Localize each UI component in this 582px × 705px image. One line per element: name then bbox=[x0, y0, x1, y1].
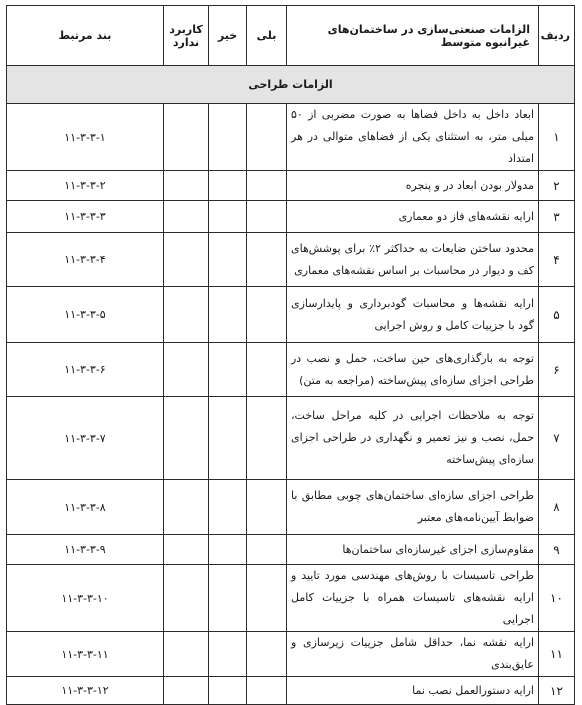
yes-cell[interactable] bbox=[247, 104, 287, 171]
row-number: ۱۲ bbox=[539, 677, 575, 705]
no-cell[interactable] bbox=[209, 104, 247, 171]
no-cell[interactable] bbox=[209, 201, 247, 233]
row-description: مدولار بودن ابعاد در و پنجره bbox=[287, 171, 539, 201]
row-description: محدود ساختن ضایعات به حداکثر ۲٪ برای پوشش‌های کف و دیوار در محاسبات بر اساس نقشه‌های معماری bbox=[287, 233, 539, 287]
table-row bbox=[7, 201, 575, 233]
row-number: ۱ bbox=[539, 104, 575, 171]
table-row bbox=[7, 632, 575, 677]
row-description: ارایه نقشه‌های فاز دو معماری bbox=[287, 201, 539, 233]
no-cell[interactable] bbox=[209, 535, 247, 565]
row-reference: ۱۱-۳-۳-۶ bbox=[7, 343, 164, 397]
no-cell[interactable] bbox=[209, 480, 247, 535]
header-yes: بلی bbox=[247, 6, 287, 66]
yes-cell[interactable] bbox=[247, 397, 287, 480]
no-cell[interactable] bbox=[209, 677, 247, 705]
row-reference: ۱۱-۳-۳-۱۱ bbox=[7, 632, 164, 677]
header-related-clause: بند مرتبط bbox=[7, 6, 164, 66]
row-number: ۷ bbox=[539, 397, 575, 480]
row-reference: ۱۱-۳-۳-۱۰ bbox=[7, 565, 164, 632]
row-number: ۶ bbox=[539, 343, 575, 397]
row-reference: ۱۱-۳-۳-۱۲ bbox=[7, 677, 164, 705]
row-reference: ۱۱-۳-۳-۸ bbox=[7, 480, 164, 535]
not-applicable-cell[interactable] bbox=[164, 397, 209, 480]
not-applicable-cell[interactable] bbox=[164, 104, 209, 171]
header-not-applicable: کاربرد ندارد bbox=[164, 6, 209, 66]
row-number: ۴ bbox=[539, 233, 575, 287]
yes-cell[interactable] bbox=[247, 233, 287, 287]
no-cell[interactable] bbox=[209, 565, 247, 632]
table-row bbox=[7, 480, 575, 535]
row-number: ۱۱ bbox=[539, 632, 575, 677]
row-number: ۱۰ bbox=[539, 565, 575, 632]
row-reference: ۱۱-۳-۳-۹ bbox=[7, 535, 164, 565]
row-description: ارایه نقشه نما، حداقل شامل جزییات زیرسازی و عایق‌بندی bbox=[287, 632, 539, 677]
section-row bbox=[7, 66, 575, 104]
table-row bbox=[7, 104, 575, 171]
row-number: ۳ bbox=[539, 201, 575, 233]
header-no: خیر bbox=[209, 6, 247, 66]
no-cell[interactable] bbox=[209, 343, 247, 397]
row-reference: ۱۱-۳-۳-۷ bbox=[7, 397, 164, 480]
table-row bbox=[7, 233, 575, 287]
row-description: مقاوم‌سازی اجزای غیرسازه‌ای ساختمان‌ها bbox=[287, 535, 539, 565]
table-row bbox=[7, 287, 575, 343]
table-row bbox=[7, 565, 575, 632]
row-description: ارایه دستورالعمل نصب نما bbox=[287, 677, 539, 705]
yes-cell[interactable] bbox=[247, 535, 287, 565]
table-header-row bbox=[7, 6, 575, 66]
yes-cell[interactable] bbox=[247, 565, 287, 632]
row-number: ۵ bbox=[539, 287, 575, 343]
row-description: طراحی تاسیسات با روش‌های مهندسی مورد تایید و ارایه نقشه‌های تاسیسات همراه با جزییات کامل اجرایی bbox=[287, 565, 539, 632]
not-applicable-cell[interactable] bbox=[164, 343, 209, 397]
yes-cell[interactable] bbox=[247, 480, 287, 535]
section-title: الزامات طراحی bbox=[7, 66, 575, 104]
row-reference: ۱۱-۳-۳-۴ bbox=[7, 233, 164, 287]
row-description: توجه به ملاحظات اجرایی در کلیه مراحل ساخت، حمل، نصب و نیز تعمیر و نگهداری در طراحی اجزای سازه‌ای پیش‌ساخته bbox=[287, 397, 539, 480]
not-applicable-cell[interactable] bbox=[164, 565, 209, 632]
table-row bbox=[7, 535, 575, 565]
no-cell[interactable] bbox=[209, 397, 247, 480]
yes-cell[interactable] bbox=[247, 287, 287, 343]
no-cell[interactable] bbox=[209, 171, 247, 201]
row-reference: ۱۱-۳-۳-۵ bbox=[7, 287, 164, 343]
row-description: طراحی اجزای سازه‌ای ساختمان‌های چوبی مطابق با ضوابط آیین‌نامه‌های معتبر bbox=[287, 480, 539, 535]
not-applicable-cell[interactable] bbox=[164, 287, 209, 343]
table-row bbox=[7, 343, 575, 397]
no-cell[interactable] bbox=[209, 287, 247, 343]
header-title: الزامات صنعتی‌سازی در ساختمان‌های غیرانبوه متوسط bbox=[287, 6, 539, 66]
row-number: ۸ bbox=[539, 480, 575, 535]
yes-cell[interactable] bbox=[247, 201, 287, 233]
row-description: توجه به بارگذاری‌های حین ساخت، حمل و نصب در طراحی اجزای سازه‌ای پیش‌ساخته (مراجعه به متن) bbox=[287, 343, 539, 397]
row-description: ابعاد داخل به داخل فضاها به صورت مضربی از ۵۰ میلی متر، به استثنای یکی از فضاهای متوالی در هر امتداد bbox=[287, 104, 539, 171]
not-applicable-cell[interactable] bbox=[164, 535, 209, 565]
yes-cell[interactable] bbox=[247, 171, 287, 201]
row-reference: ۱۱-۳-۳-۱ bbox=[7, 104, 164, 171]
row-reference: ۱۱-۳-۳-۲ bbox=[7, 171, 164, 201]
not-applicable-cell[interactable] bbox=[164, 201, 209, 233]
yes-cell[interactable] bbox=[247, 632, 287, 677]
not-applicable-cell[interactable] bbox=[164, 171, 209, 201]
yes-cell[interactable] bbox=[247, 677, 287, 705]
not-applicable-cell[interactable] bbox=[164, 233, 209, 287]
yes-cell[interactable] bbox=[247, 343, 287, 397]
row-number: ۲ bbox=[539, 171, 575, 201]
requirements-checklist-table bbox=[6, 5, 575, 705]
row-number: ۹ bbox=[539, 535, 575, 565]
no-cell[interactable] bbox=[209, 632, 247, 677]
table-row bbox=[7, 677, 575, 705]
not-applicable-cell[interactable] bbox=[164, 677, 209, 705]
row-reference: ۱۱-۳-۳-۳ bbox=[7, 201, 164, 233]
not-applicable-cell[interactable] bbox=[164, 632, 209, 677]
row-description: ارایه نقشه‌ها و محاسبات گودبرداری و پایدارسازی گود با جزییات کامل و روش اجرایی bbox=[287, 287, 539, 343]
no-cell[interactable] bbox=[209, 233, 247, 287]
table-row bbox=[7, 397, 575, 480]
header-row-number: ردیف bbox=[539, 6, 575, 66]
table-row bbox=[7, 171, 575, 201]
not-applicable-cell[interactable] bbox=[164, 480, 209, 535]
